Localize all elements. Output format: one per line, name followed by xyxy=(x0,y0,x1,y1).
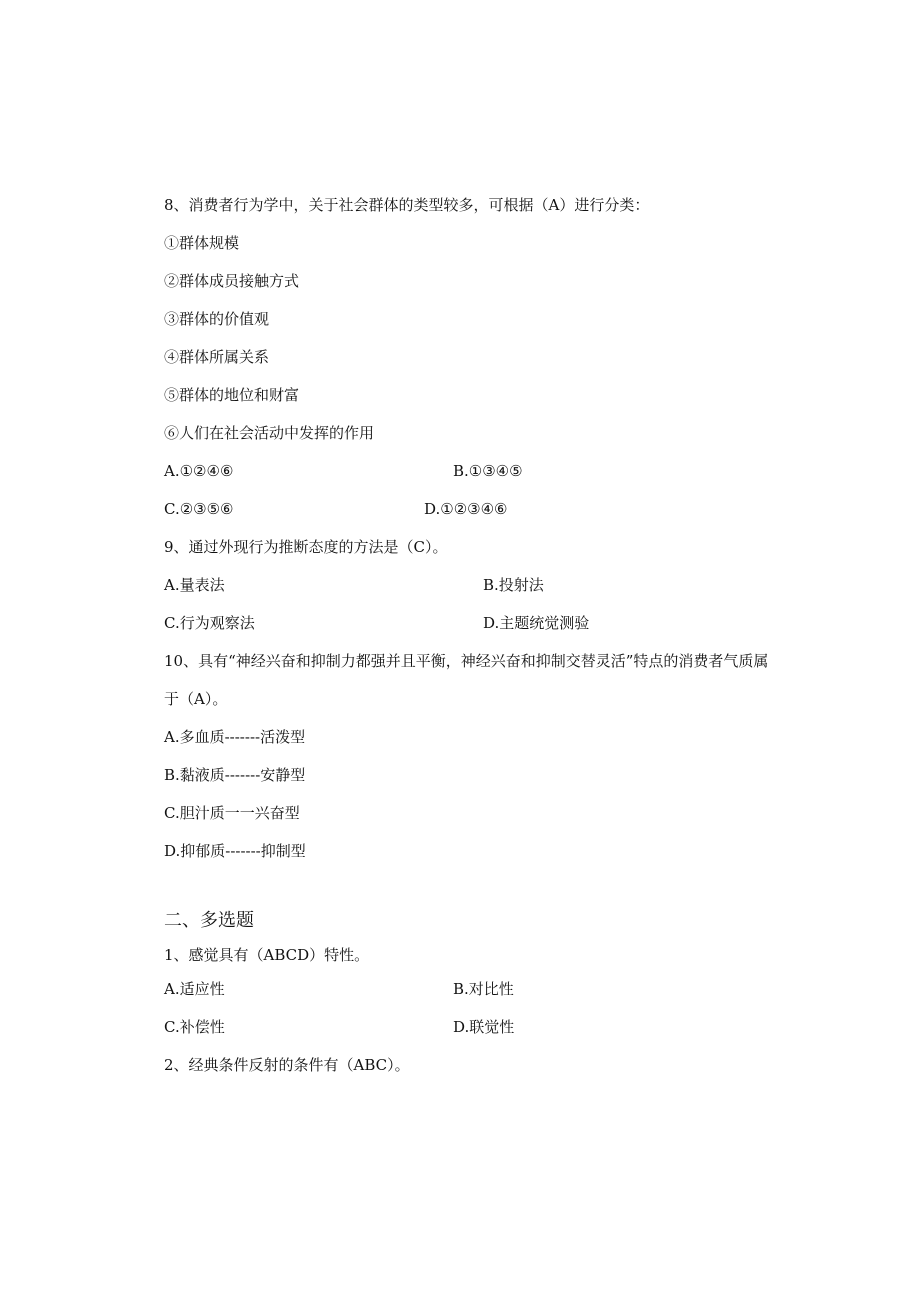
question-8-item-3: ③群体的价值观 xyxy=(164,310,270,328)
multi-question-2-stem: 2、经典条件反射的条件有（ABC）。 xyxy=(164,1056,410,1074)
multi-question-1-stem: 1、感觉具有（ABCD）特性。 xyxy=(164,946,370,964)
question-9-stem: 9、通过外现行为推断态度的方法是（C）。 xyxy=(164,538,448,556)
multi-question-1-option-d: D.联觉性 xyxy=(453,1018,515,1036)
question-8-stem: 8、消费者行为学中，关于社会群体的类型较多，可根据（A）进行分类： xyxy=(164,196,650,214)
question-10-option-b: B.黏液质-------安静型 xyxy=(164,766,306,784)
question-10-option-a: A.多血质-------活泼型 xyxy=(164,728,306,746)
multi-question-1-option-b: B.对比性 xyxy=(453,980,514,998)
question-8-option-a: A.①②④⑥ xyxy=(164,462,234,480)
question-8-item-1: ①群体规模 xyxy=(164,234,240,252)
multi-question-1-option-a: A.适应性 xyxy=(164,980,225,998)
question-9-option-d: D.主题统觉测验 xyxy=(483,614,590,632)
question-10-option-d: D.抑郁质-------抑制型 xyxy=(164,842,306,860)
question-8-item-5: ⑤群体的地位和财富 xyxy=(164,386,300,404)
question-8-option-d: D.①②③④⑥ xyxy=(424,500,508,518)
question-9-option-c: C.行为观察法 xyxy=(164,614,255,632)
question-8-item-4: ④群体所属关系 xyxy=(164,348,270,366)
question-10-option-c: C.胆汁质一一兴奋型 xyxy=(164,804,300,822)
multi-question-1-option-c: C.补偿性 xyxy=(164,1018,225,1036)
question-9-option-b: B.投射法 xyxy=(483,576,544,594)
question-10-stem-line-1: 10、具有“神经兴奋和抑制力都强并且平衡，神经兴奋和抑制交替灵活”特点的消费者气质属 xyxy=(164,652,769,670)
question-8-item-2: ②群体成员接触方式 xyxy=(164,272,300,290)
question-8-option-c: C.②③⑤⑥ xyxy=(164,500,234,518)
question-8-option-b: B.①③④⑤ xyxy=(453,462,523,480)
question-8-item-6: ⑥人们在社会活动中发挥的作用 xyxy=(164,424,375,442)
question-9-option-a: A.量表法 xyxy=(164,576,225,594)
question-10-stem-line-2: 于（A）。 xyxy=(164,690,228,708)
section-title-multiple-choice: 二、多选题 xyxy=(164,910,254,931)
